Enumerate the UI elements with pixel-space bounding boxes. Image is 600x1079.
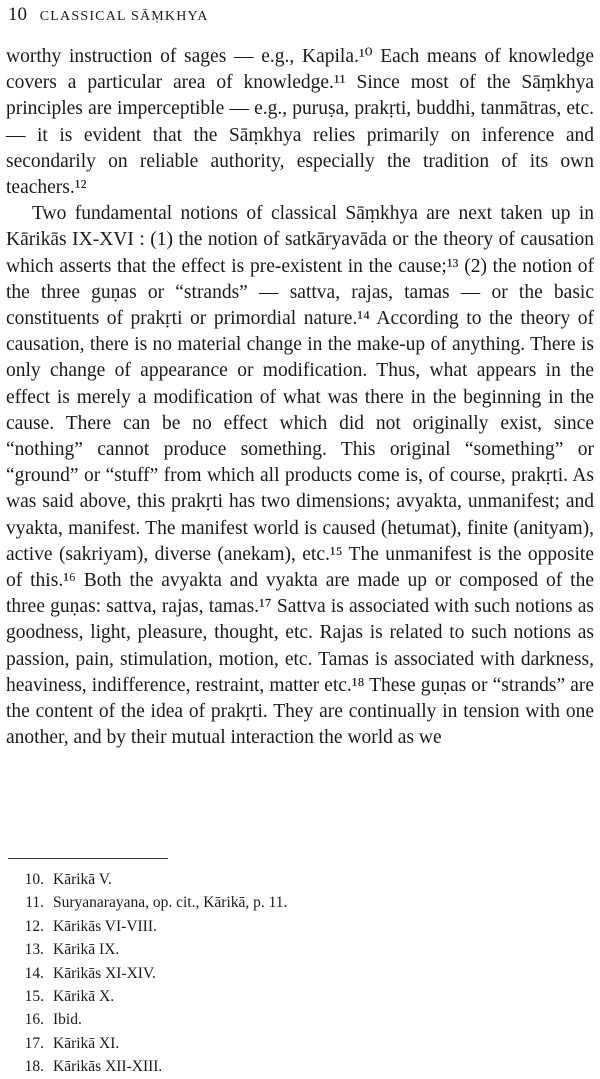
footnote [8, 915, 568, 938]
page-number: 10 [8, 4, 27, 25]
footnote-number: 10. [24, 871, 44, 888]
footnote-text: Kārikā IX. [53, 941, 120, 959]
footnote-number: 12. [24, 917, 44, 935]
footnote-number: 13. [24, 941, 44, 959]
footnote [8, 985, 568, 1008]
footnote-number: 15. [24, 988, 44, 1006]
main-text [6, 44, 594, 751]
footnote-number: 14. [24, 964, 44, 982]
footnote-number: 17. [24, 1034, 44, 1052]
footnote-text: Kārikā V. [53, 871, 112, 888]
footnote-text: Kārikās XII-XIII. [53, 1058, 163, 1076]
footnote [8, 938, 568, 961]
footnote [8, 1008, 568, 1031]
running-title: CLASSICAL SĀṂKHYA [39, 9, 209, 24]
footnote [8, 868, 568, 891]
footnote [8, 891, 568, 914]
footnote-text: Suryanarayana, op. cit., Kārikā, p. 11. [53, 894, 288, 912]
footnote-text: Kārikā X. [53, 988, 115, 1006]
footnote-text: Ibid. [53, 1011, 82, 1029]
footnote-text: Kārikās VI-VIII. [53, 917, 157, 935]
footnotes [8, 868, 568, 1079]
footnote [8, 1055, 568, 1078]
footnote-rule [8, 858, 168, 859]
footnote-number: 11. [25, 894, 44, 912]
footnote-text: Kārikā XI. [53, 1034, 120, 1052]
paragraph-continued: worthy instruction of sages — e.g., Kapila.¹⁰ Each means of knowledge covers a particular area of knowledge.¹¹ Since most of the Sāṃkhya principles are imperceptible — e.g., puruṣa, prakṛti, buddhi, tanmātras, etc. — it is evident that the Sāṃkhya relies primarily on inference and secondarily on reliable authority, especially the tradition of its own teachers.¹² [6, 46, 594, 199]
paragraph-samkhya-notions: Two fundamental notions of classical Sāṃkhya are next taken up in Kārikās IX-XVI : (1) the notion of satkāryavāda or the theory of causation which asserts that the effect is pre-existent in the cause;¹³ (2) the notion of the three guṇas or “strands” — sattva, rajas, tamas — or the basic constituents of prakṛti or primordial nature.¹⁴ According to the theory of causation, there is no material change in the make-up of anything. There is only change of appearance or modification. Thus, what appears in the effect is merely a modification of what was there in the beginning in the cause. There can be no effect which did not originally exist, since “nothing” cannot produce something. This original “something” or “ground” or “stuff” from which all products come is, of course, prakṛti. As was said above, this prakṛti has two dimensions; avyakta, unmanifest; and vyakta, manifest. The manifest world is caused (hetumat), finite (anityam), active (sakriyam), diverse (anekam), etc.¹⁵ The unmanifest is the opposite of this.¹⁶ Both the avyakta and vyakta are made up or composed of the three guṇas: sattva, rajas, tamas.¹⁷ Sattva is associated with such notions as goodness, light, pleasure, thought, etc. Rajas is related to such notions as passion, pain, stimulation, motion, etc. Tamas is associated with darkness, heaviness, indifference, restraint, matter etc.¹⁸ These guṇas or “strands” are the content of the idea of prakṛti. They are continually in tension with one another, and by their mutual interaction the world as we [6, 203, 594, 749]
footnote [8, 962, 568, 985]
footnote-text: Kārikās XI-XIV. [53, 964, 157, 982]
running-header [8, 4, 209, 26]
footnote [8, 1032, 568, 1055]
footnote-number: 16. [24, 1011, 44, 1029]
footnote-number: 18. [24, 1058, 44, 1076]
